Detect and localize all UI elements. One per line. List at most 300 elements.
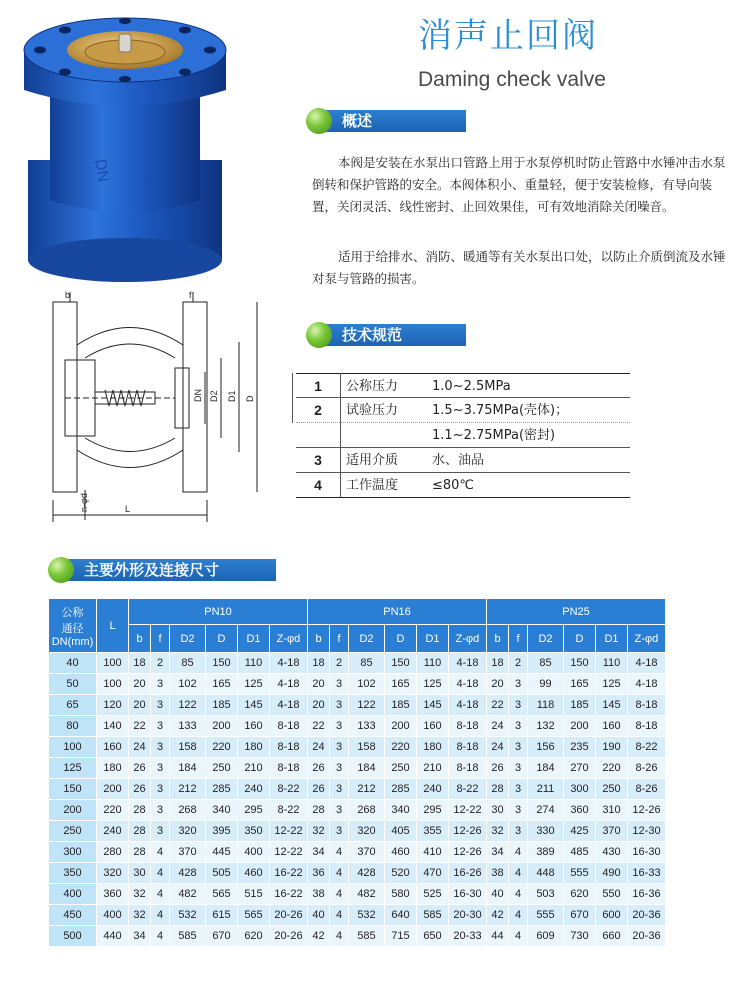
table-cell: 3 — [509, 695, 528, 716]
table-cell: 32 — [129, 905, 151, 926]
table-cell: 16-30 — [628, 842, 666, 863]
table-cell: 180 — [417, 737, 449, 758]
table-cell: 200 — [97, 779, 129, 800]
dn-cell: 50 — [49, 674, 97, 695]
sub-header: b — [308, 625, 330, 653]
overview-paragraph-1: 本阀是安装在水泵出口管路上用于水泵停机时防止管路中水锤冲击水泵倒转和保护管路的安全。本阀体积小、重量轻，便于安装检修，有导向装置，关闭灵活、线性密封、止回效果佳，可有效地消除关闭噪音。 — [312, 155, 726, 214]
table-cell: 460 — [238, 863, 270, 884]
table-cell: 99 — [528, 674, 564, 695]
spec-left-rule — [292, 373, 293, 423]
dn-header-line: 公称 — [61, 606, 84, 619]
table-cell: 445 — [206, 842, 238, 863]
table-cell: 110 — [417, 653, 449, 674]
table-cell: 340 — [206, 800, 238, 821]
table-cell: 2 — [151, 653, 170, 674]
table-cell: 26 — [487, 758, 509, 779]
label-d2: D2 — [209, 390, 219, 402]
table-cell: 525 — [417, 884, 449, 905]
spec-value: 1.1~2.75MPa(密封) — [432, 428, 556, 443]
sub-header: f — [151, 625, 170, 653]
table-cell: 3 — [509, 758, 528, 779]
sub-header: D2 — [349, 625, 385, 653]
table-cell: 28 — [487, 779, 509, 800]
table-cell: 18 — [129, 653, 151, 674]
table-cell: 85 — [170, 653, 206, 674]
table-cell: 185 — [385, 695, 417, 716]
pn10-header: PN10 — [129, 599, 308, 625]
dn-cell: 40 — [49, 653, 97, 674]
table-cell: 320 — [349, 821, 385, 842]
spec-row — [296, 448, 630, 473]
table-cell: 532 — [170, 905, 206, 926]
valve-section-drawing — [25, 290, 285, 530]
table-cell: 125 — [238, 674, 270, 695]
dimensions-heading-label: 主要外形及连接尺寸 — [64, 559, 276, 581]
label-d1: D1 — [227, 390, 237, 402]
dn-cell: 150 — [49, 779, 97, 800]
table-cell: 2 — [509, 653, 528, 674]
table-cell: 18 — [308, 653, 330, 674]
table-cell: 220 — [385, 737, 417, 758]
sub-header: b — [487, 625, 509, 653]
table-cell: 4-18 — [270, 674, 308, 695]
table-cell: 210 — [417, 758, 449, 779]
table-cell: 360 — [564, 800, 596, 821]
table-cell: 16-30 — [449, 884, 487, 905]
table-cell: 125 — [596, 674, 628, 695]
table-cell: 140 — [97, 716, 129, 737]
table-cell: 4 — [330, 842, 349, 863]
table-cell: 118 — [528, 695, 564, 716]
table-cell: 3 — [330, 800, 349, 821]
table-cell: 211 — [528, 779, 564, 800]
spec-row — [296, 373, 630, 398]
table-cell: 122 — [349, 695, 385, 716]
table-cell: 3 — [509, 716, 528, 737]
table-cell: 360 — [97, 884, 129, 905]
table-cell: 3 — [509, 821, 528, 842]
table-row — [49, 674, 666, 695]
table-cell: 16-26 — [449, 863, 487, 884]
specs-heading-label: 技术规范 — [322, 324, 466, 346]
table-cell: 620 — [564, 884, 596, 905]
table-cell: 482 — [170, 884, 206, 905]
table-cell: 125 — [417, 674, 449, 695]
table-cell: 12-22 — [270, 842, 308, 863]
dn-cell: 450 — [49, 905, 97, 926]
table-row — [49, 779, 666, 800]
table-cell: 4 — [330, 884, 349, 905]
table-cell: 38 — [487, 863, 509, 884]
sub-header: D — [564, 625, 596, 653]
table-cell: 3 — [151, 821, 170, 842]
table-cell: 268 — [170, 800, 206, 821]
table-cell: 150 — [206, 653, 238, 674]
table-cell: 370 — [170, 842, 206, 863]
table-cell: 165 — [206, 674, 238, 695]
table-cell: 26 — [129, 758, 151, 779]
table-cell: 133 — [349, 716, 385, 737]
table-cell: 609 — [528, 926, 564, 947]
table-cell: 4 — [330, 926, 349, 947]
dn-cell: 300 — [49, 842, 97, 863]
table-cell: 300 — [564, 779, 596, 800]
table-cell: 555 — [528, 905, 564, 926]
sub-header: Z-φd — [628, 625, 666, 653]
label-f: f — [189, 290, 192, 300]
spec-divider — [340, 373, 341, 498]
table-cell: 34 — [129, 926, 151, 947]
pn16-header: PN16 — [308, 599, 487, 625]
table-cell: 4 — [509, 926, 528, 947]
overview-heading — [306, 108, 466, 134]
table-cell: 20-33 — [449, 926, 487, 947]
table-cell: 4 — [509, 863, 528, 884]
table-cell: 184 — [349, 758, 385, 779]
table-cell: 28 — [129, 842, 151, 863]
spec-name: 试验压力 — [346, 403, 399, 418]
table-cell: 184 — [170, 758, 206, 779]
table-cell: 145 — [238, 695, 270, 716]
table-cell: 460 — [385, 842, 417, 863]
table-cell: 200 — [206, 716, 238, 737]
table-cell: 132 — [528, 716, 564, 737]
spec-value: 水、油品 — [432, 453, 485, 468]
spec-value: 1.0~2.5MPa — [432, 379, 511, 394]
table-cell: 32 — [487, 821, 509, 842]
spec-value: 1.5~3.75MPa(壳体)； — [432, 403, 569, 418]
table-row — [49, 800, 666, 821]
table-cell: 32 — [308, 821, 330, 842]
table-cell: 428 — [170, 863, 206, 884]
table-cell: 3 — [330, 674, 349, 695]
table-cell: 395 — [206, 821, 238, 842]
table-cell: 8-22 — [449, 779, 487, 800]
sub-header: f — [509, 625, 528, 653]
table-cell: 250 — [596, 779, 628, 800]
table-cell: 22 — [487, 695, 509, 716]
green-ball-icon — [306, 108, 332, 134]
table-cell: 620 — [238, 926, 270, 947]
spec-name: 适用介质 — [346, 453, 399, 468]
table-cell: 320 — [170, 821, 206, 842]
table-cell: 12-22 — [270, 821, 308, 842]
table-cell: 150 — [564, 653, 596, 674]
valve-photo — [20, 10, 230, 290]
table-cell: 370 — [596, 821, 628, 842]
table-row — [49, 905, 666, 926]
table-cell: 274 — [528, 800, 564, 821]
sub-header: f — [330, 625, 349, 653]
sub-header: D1 — [238, 625, 270, 653]
table-cell: 12-26 — [449, 842, 487, 863]
table-row — [49, 695, 666, 716]
table-cell: 110 — [238, 653, 270, 674]
table-cell: 310 — [596, 800, 628, 821]
table-cell: 4 — [509, 842, 528, 863]
sub-header: D2 — [528, 625, 564, 653]
table-cell: 250 — [206, 758, 238, 779]
table-cell: 3 — [330, 695, 349, 716]
table-cell: 250 — [385, 758, 417, 779]
table-cell: 36 — [308, 863, 330, 884]
table-cell: 20 — [487, 674, 509, 695]
table-cell: 565 — [238, 905, 270, 926]
table-cell: 240 — [97, 821, 129, 842]
table-cell: 160 — [417, 716, 449, 737]
table-row — [49, 842, 666, 863]
table-cell: 440 — [97, 926, 129, 947]
table-cell: 20 — [129, 674, 151, 695]
table-cell: 16-36 — [628, 884, 666, 905]
sub-header: D — [385, 625, 417, 653]
table-cell: 240 — [417, 779, 449, 800]
table-row — [49, 926, 666, 947]
sub-header: D — [206, 625, 238, 653]
table-cell: 145 — [417, 695, 449, 716]
table-cell: 8-26 — [628, 758, 666, 779]
table-cell: 400 — [238, 842, 270, 863]
table-cell: 20 — [129, 695, 151, 716]
table-cell: 3 — [151, 674, 170, 695]
table-cell: 240 — [238, 779, 270, 800]
table-cell: 8-22 — [628, 737, 666, 758]
table-cell: 3 — [151, 695, 170, 716]
table-cell: 85 — [528, 653, 564, 674]
table-cell: 38 — [308, 884, 330, 905]
photo-pn-marking: 1.0 — [141, 169, 169, 200]
table-cell: 585 — [349, 926, 385, 947]
sub-header: Z-φd — [270, 625, 308, 653]
table-cell: 24 — [129, 737, 151, 758]
table-cell: 3 — [330, 716, 349, 737]
table-cell: 4 — [330, 905, 349, 926]
table-cell: 32 — [129, 884, 151, 905]
table-cell: 12-30 — [628, 821, 666, 842]
table-cell: 220 — [97, 800, 129, 821]
table-cell: 280 — [97, 842, 129, 863]
table-cell: 20-26 — [270, 926, 308, 947]
table-cell: 160 — [596, 716, 628, 737]
table-cell: 28 — [308, 800, 330, 821]
table-cell: 4-18 — [270, 695, 308, 716]
table-cell: 670 — [206, 926, 238, 947]
label-bolt: n-φd — [79, 493, 89, 512]
table-cell: 285 — [385, 779, 417, 800]
table-cell: 12-22 — [449, 800, 487, 821]
table-cell: 2 — [330, 653, 349, 674]
table-cell: 16-22 — [270, 884, 308, 905]
table-cell: 212 — [170, 779, 206, 800]
table-cell: 42 — [308, 926, 330, 947]
table-cell: 160 — [97, 737, 129, 758]
table-cell: 515 — [238, 884, 270, 905]
table-cell: 8-18 — [270, 716, 308, 737]
table-cell: 40 — [308, 905, 330, 926]
table-cell: 355 — [417, 821, 449, 842]
table-cell: 120 — [97, 695, 129, 716]
table-cell: 3 — [151, 737, 170, 758]
table-cell: 4-18 — [628, 653, 666, 674]
table-cell: 330 — [528, 821, 564, 842]
table-cell: 150 — [385, 653, 417, 674]
table-cell: 4-18 — [449, 674, 487, 695]
table-cell: 4 — [509, 884, 528, 905]
table-cell: 220 — [206, 737, 238, 758]
table-cell: 100 — [97, 674, 129, 695]
table-cell: 580 — [385, 884, 417, 905]
dimensions-heading — [48, 557, 268, 583]
overview-paragraph-2: 适用于给排水、消防、暖通等有关水泵出口处，以防止介质倒流及水锤对泵与管路的损害。 — [312, 249, 726, 286]
table-cell: 4 — [151, 905, 170, 926]
table-cell: 3 — [509, 674, 528, 695]
table-cell: 133 — [170, 716, 206, 737]
table-cell: 190 — [596, 737, 628, 758]
table-cell: 270 — [564, 758, 596, 779]
dn-cell: 200 — [49, 800, 97, 821]
table-cell: 670 — [564, 905, 596, 926]
table-cell: 18 — [487, 653, 509, 674]
table-cell: 24 — [308, 737, 330, 758]
table-cell: 200 — [564, 716, 596, 737]
table-cell: 235 — [564, 737, 596, 758]
spec-name: 公称压力 — [346, 379, 399, 394]
table-cell: 585 — [170, 926, 206, 947]
table-cell: 565 — [206, 884, 238, 905]
table-cell: 20-36 — [628, 905, 666, 926]
table-cell: 20-26 — [270, 905, 308, 926]
table-cell: 3 — [151, 779, 170, 800]
table-cell: 4-18 — [449, 653, 487, 674]
table-cell: 490 — [596, 863, 628, 884]
table-cell: 650 — [417, 926, 449, 947]
table-cell: 16-33 — [628, 863, 666, 884]
table-cell: 3 — [509, 737, 528, 758]
table-cell: 3 — [151, 800, 170, 821]
table-cell: 600 — [596, 905, 628, 926]
label-l: L — [125, 504, 131, 514]
sub-header: D2 — [170, 625, 206, 653]
table-cell: 425 — [564, 821, 596, 842]
table-cell: 405 — [385, 821, 417, 842]
table-cell: 102 — [349, 674, 385, 695]
table-cell: 3 — [330, 779, 349, 800]
dn-cell: 80 — [49, 716, 97, 737]
table-cell: 615 — [206, 905, 238, 926]
table-cell: 389 — [528, 842, 564, 863]
table-cell: 200 — [385, 716, 417, 737]
table-cell: 145 — [596, 695, 628, 716]
sub-header: Z-φd — [449, 625, 487, 653]
table-cell: 4 — [151, 926, 170, 947]
table-cell: 8-18 — [449, 758, 487, 779]
table-cell: 184 — [528, 758, 564, 779]
table-cell: 110 — [596, 653, 628, 674]
table-cell: 156 — [528, 737, 564, 758]
table-cell: 165 — [564, 674, 596, 695]
table-cell: 30 — [487, 800, 509, 821]
table-cell: 16-22 — [270, 863, 308, 884]
dn-cell: 250 — [49, 821, 97, 842]
table-cell: 100 — [97, 653, 129, 674]
table-cell: 180 — [97, 758, 129, 779]
table-cell: 485 — [564, 842, 596, 863]
table-cell: 20-30 — [449, 905, 487, 926]
table-cell: 28 — [129, 821, 151, 842]
table-cell: 320 — [97, 863, 129, 884]
table-cell: 8-18 — [270, 737, 308, 758]
table-cell: 4-18 — [270, 653, 308, 674]
spec-number: 1 — [314, 378, 322, 394]
spec-row — [296, 473, 630, 498]
table-cell: 4 — [151, 884, 170, 905]
l-header: L — [97, 599, 129, 653]
table-cell: 3 — [151, 716, 170, 737]
table-cell: 28 — [129, 800, 151, 821]
table-cell: 8-18 — [628, 695, 666, 716]
table-cell: 158 — [349, 737, 385, 758]
table-cell: 4 — [151, 863, 170, 884]
table-cell: 8-18 — [449, 716, 487, 737]
table-cell: 4 — [330, 863, 349, 884]
sub-header: D1 — [596, 625, 628, 653]
table-cell: 185 — [206, 695, 238, 716]
table-cell: 3 — [330, 758, 349, 779]
table-cell: 185 — [564, 695, 596, 716]
dn-cell: 100 — [49, 737, 97, 758]
table-cell: 503 — [528, 884, 564, 905]
table-cell: 42 — [487, 905, 509, 926]
table-cell: 26 — [308, 758, 330, 779]
green-ball-icon — [48, 557, 74, 583]
dn-cell: 500 — [49, 926, 97, 947]
table-cell: 24 — [487, 737, 509, 758]
table-cell: 3 — [151, 758, 170, 779]
table-cell: 3 — [330, 737, 349, 758]
table-cell: 730 — [564, 926, 596, 947]
table-cell: 102 — [170, 674, 206, 695]
table-row — [49, 758, 666, 779]
pn25-header: PN25 — [487, 599, 666, 625]
table-cell: 448 — [528, 863, 564, 884]
table-cell: 34 — [308, 842, 330, 863]
table-cell: 370 — [349, 842, 385, 863]
dimensions-table — [48, 598, 666, 947]
table-row — [49, 863, 666, 884]
dn-cell: 125 — [49, 758, 97, 779]
table-cell: 532 — [349, 905, 385, 926]
table-cell: 4 — [151, 842, 170, 863]
dn-cell: 400 — [49, 884, 97, 905]
table-cell: 20-36 — [628, 926, 666, 947]
table-row — [49, 737, 666, 758]
sub-header: D1 — [417, 625, 449, 653]
table-cell: 44 — [487, 926, 509, 947]
table-cell: 22 — [129, 716, 151, 737]
table-cell: 4-18 — [449, 695, 487, 716]
specs-table — [296, 373, 630, 498]
table-row — [49, 884, 666, 905]
table-row — [49, 653, 666, 674]
photo-dn-marking: DN — [91, 157, 112, 184]
table-cell: 482 — [349, 884, 385, 905]
table-cell: 585 — [417, 905, 449, 926]
table-cell: 212 — [349, 779, 385, 800]
table-cell: 12-26 — [449, 821, 487, 842]
page-title: 消声止回阀 — [418, 16, 598, 56]
green-ball-icon — [306, 322, 332, 348]
table-cell: 8-26 — [628, 779, 666, 800]
